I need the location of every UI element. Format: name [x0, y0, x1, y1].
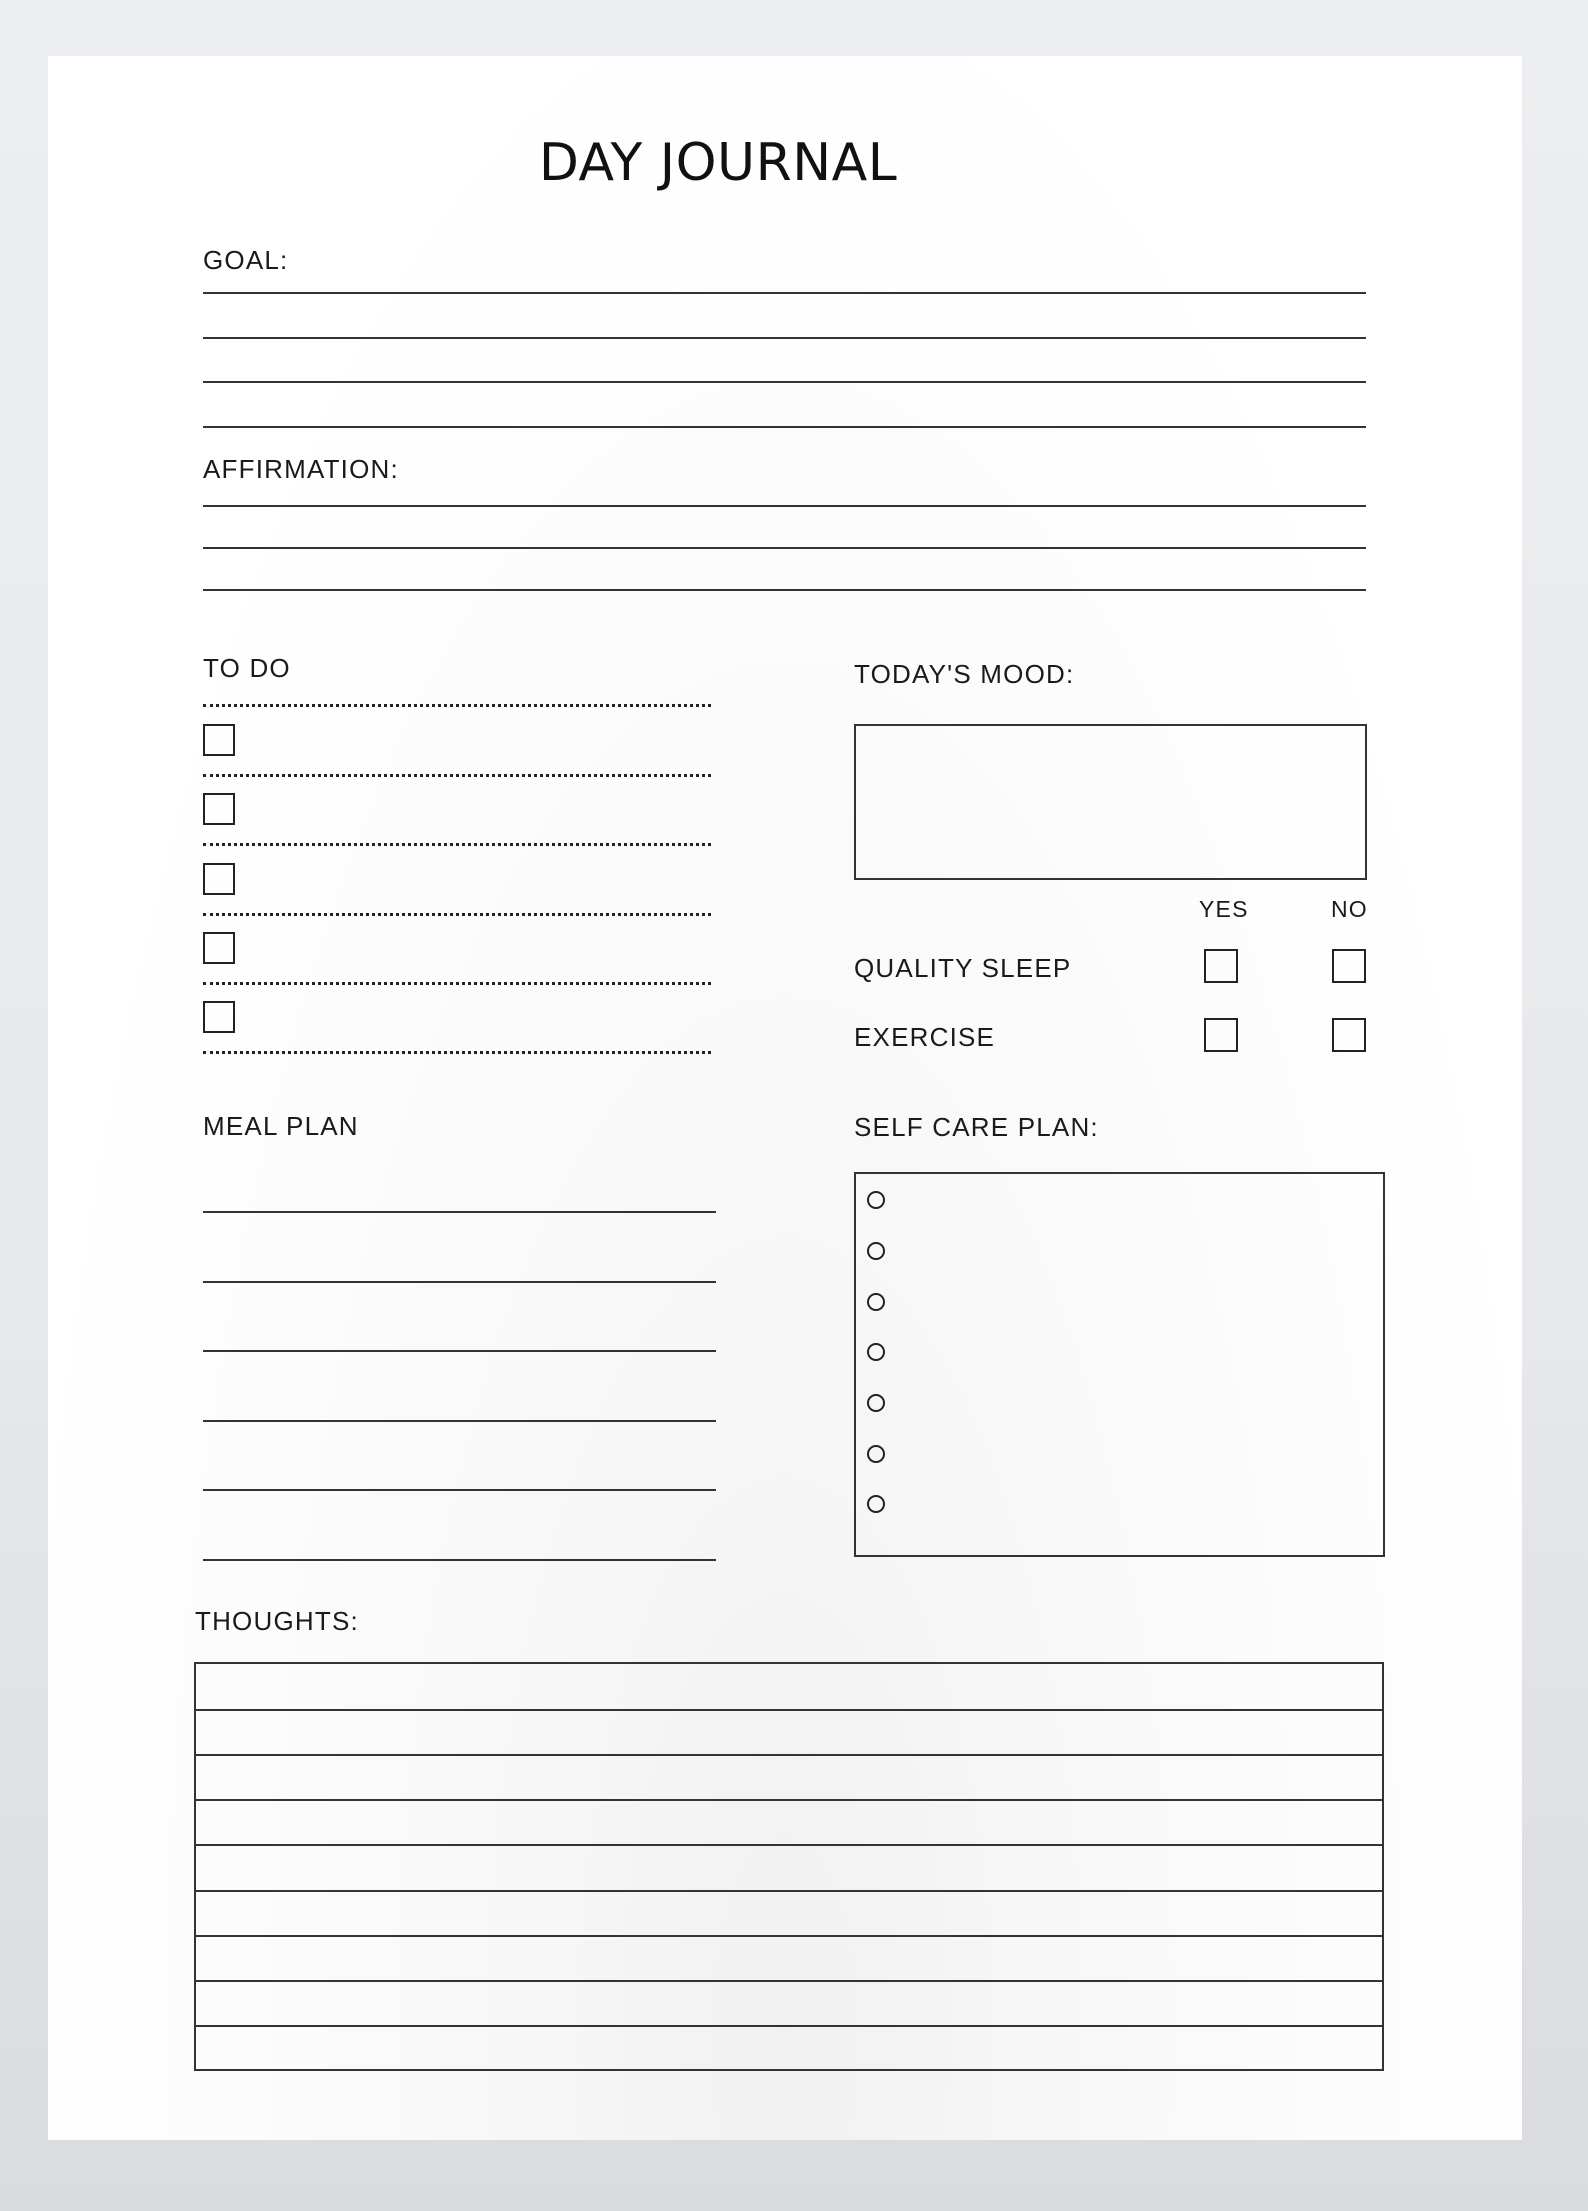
quality-sleep-no-checkbox[interactable]	[1332, 949, 1366, 983]
meal-plan-label: MEAL PLAN	[203, 1111, 359, 1141]
goal-line[interactable]	[203, 292, 1366, 294]
self-care-bullet-icon[interactable]	[867, 1191, 885, 1209]
meal-plan-line[interactable]	[203, 1489, 716, 1491]
todo-separator	[203, 704, 711, 707]
todo-separator	[203, 982, 711, 985]
todo-checkbox[interactable]	[203, 793, 235, 825]
meal-plan-line[interactable]	[203, 1350, 716, 1352]
todo-checkbox[interactable]	[203, 932, 235, 964]
exercise-no-checkbox[interactable]	[1332, 1018, 1366, 1052]
thoughts-line[interactable]	[196, 2025, 1382, 2027]
self-care-bullet-icon[interactable]	[867, 1293, 885, 1311]
thoughts-line[interactable]	[196, 1799, 1382, 1801]
self-care-box[interactable]	[854, 1172, 1385, 1557]
journal-page	[48, 56, 1522, 2140]
todo-separator	[203, 774, 711, 777]
todo-checkbox[interactable]	[203, 863, 235, 895]
todo-checkbox[interactable]	[203, 1001, 235, 1033]
no-column-label: NO	[1331, 896, 1368, 922]
self-care-bullet-icon[interactable]	[867, 1242, 885, 1260]
goal-line[interactable]	[203, 337, 1366, 339]
mood-label: TODAY'S MOOD:	[854, 659, 1075, 689]
habit-label-exercise: EXERCISE	[854, 1022, 996, 1052]
thoughts-line[interactable]	[196, 1980, 1382, 1982]
todo-separator	[203, 843, 711, 846]
todo-separator	[203, 913, 711, 916]
thoughts-line[interactable]	[196, 1844, 1382, 1846]
affirmation-line[interactable]	[203, 589, 1366, 591]
goal-label: GOAL:	[203, 245, 289, 275]
affirmation-line[interactable]	[203, 547, 1366, 549]
thoughts-box[interactable]	[194, 1662, 1384, 2071]
todo-label: TO DO	[203, 653, 291, 683]
todo-separator	[203, 1051, 711, 1054]
todo-checkbox[interactable]	[203, 724, 235, 756]
self-care-bullet-icon[interactable]	[867, 1394, 885, 1412]
self-care-bullet-icon[interactable]	[867, 1495, 885, 1513]
thoughts-line[interactable]	[196, 1935, 1382, 1937]
page-title: DAY JOURNAL	[538, 133, 898, 193]
goal-line[interactable]	[203, 426, 1366, 428]
thoughts-label: THOUGHTS:	[195, 1606, 359, 1636]
quality-sleep-yes-checkbox[interactable]	[1204, 949, 1238, 983]
self-care-bullet-icon[interactable]	[867, 1343, 885, 1361]
thoughts-line[interactable]	[196, 1709, 1382, 1711]
affirmation-line[interactable]	[203, 505, 1366, 507]
meal-plan-line[interactable]	[203, 1559, 716, 1561]
affirmation-label: AFFIRMATION:	[203, 454, 399, 484]
yes-column-label: YES	[1199, 896, 1249, 922]
exercise-yes-checkbox[interactable]	[1204, 1018, 1238, 1052]
meal-plan-line[interactable]	[203, 1211, 716, 1213]
thoughts-line[interactable]	[196, 1754, 1382, 1756]
goal-line[interactable]	[203, 381, 1366, 383]
thoughts-line[interactable]	[196, 1890, 1382, 1892]
self-care-label: SELF CARE PLAN:	[854, 1112, 1099, 1142]
self-care-bullet-icon[interactable]	[867, 1445, 885, 1463]
mood-box[interactable]	[854, 724, 1367, 880]
habit-label-quality-sleep: QUALITY SLEEP	[854, 953, 1072, 983]
meal-plan-line[interactable]	[203, 1420, 716, 1422]
meal-plan-line[interactable]	[203, 1281, 716, 1283]
